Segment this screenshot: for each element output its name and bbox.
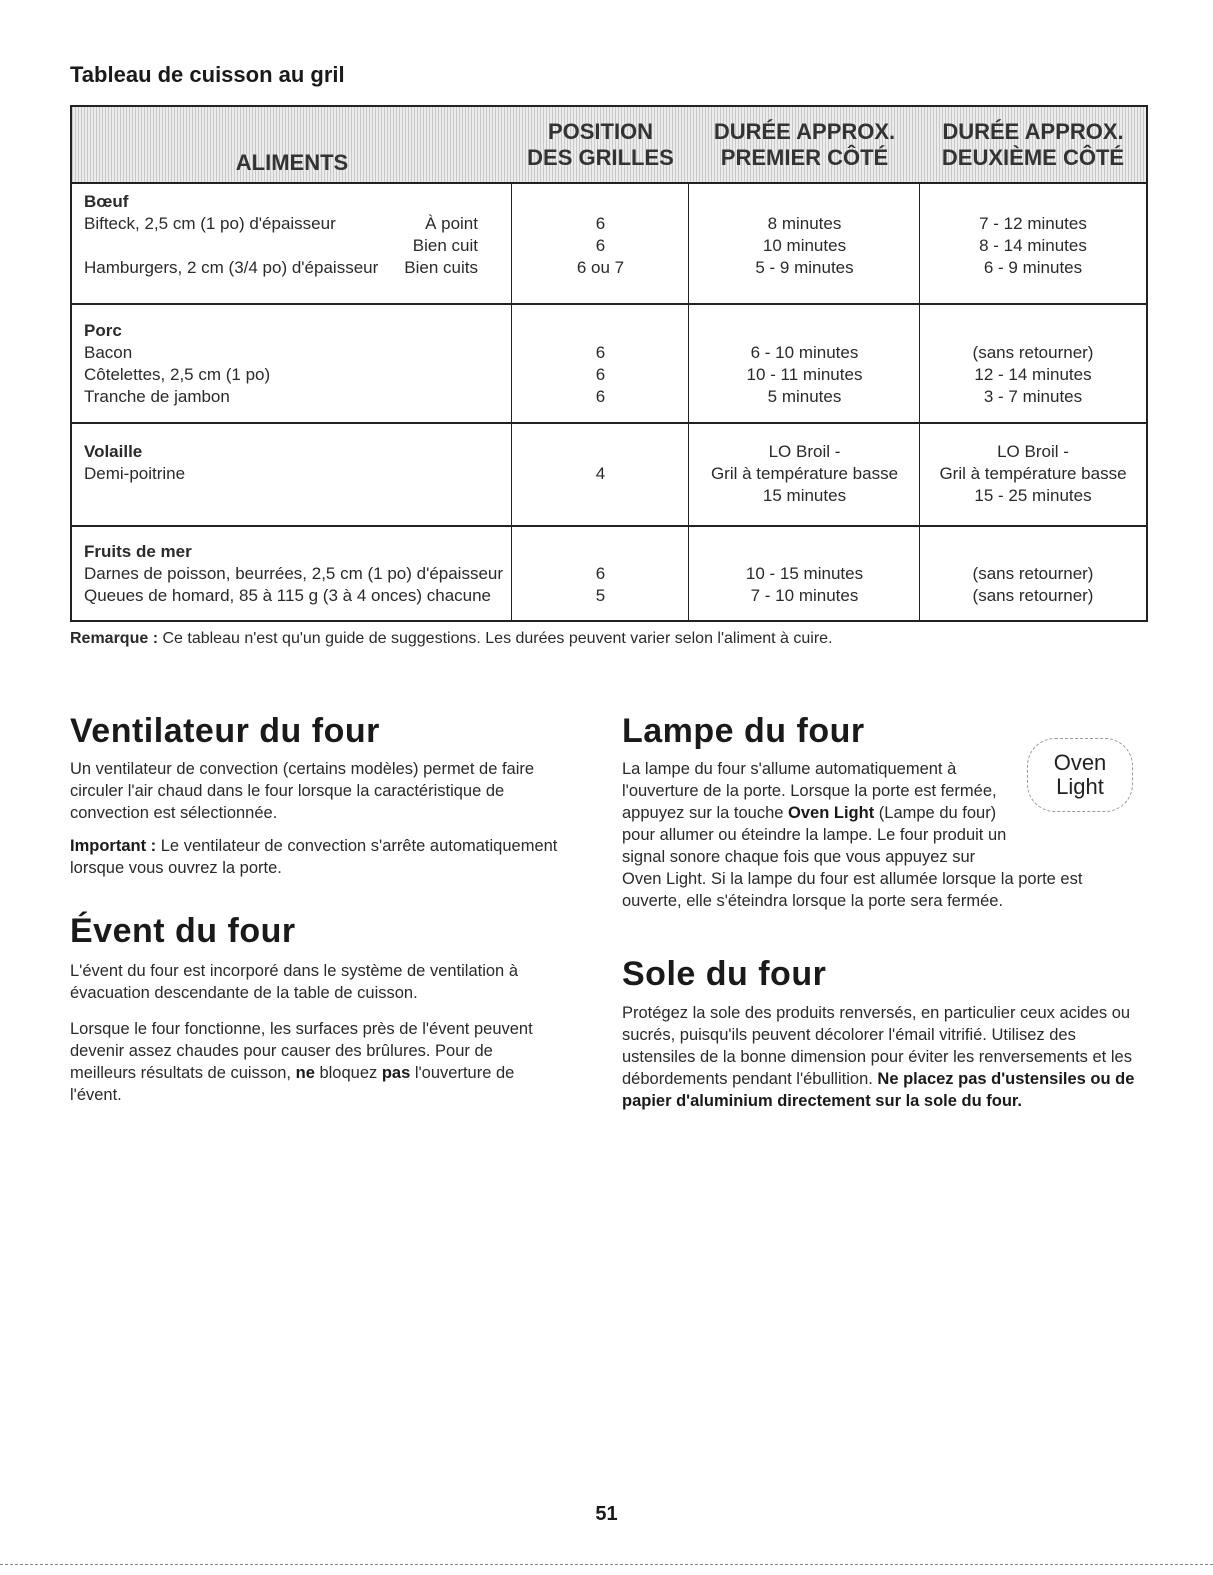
heading-ventilateur: Ventilateur du four <box>70 712 380 750</box>
second-side-value: (sans retourner) <box>972 564 1094 583</box>
sole-warning: Ne placez pas d'ustensiles ou de papier d'aluminium directement sur la sole du four. <box>622 1070 1135 1110</box>
doneness-cell <box>372 213 478 279</box>
position-value: 6 ou 7 <box>576 258 625 277</box>
doneness-value: Bien cuits <box>404 258 478 277</box>
food-item: Bifteck, 2,5 cm (1 po) d'épaisseur <box>84 214 336 233</box>
important-label: Important : <box>70 837 157 855</box>
food-cell <box>84 441 504 485</box>
position-value: 6 <box>595 387 606 406</box>
row-divider <box>72 422 1146 424</box>
position-value: 5 <box>595 586 606 605</box>
second-side-value: 3 - 7 minutes <box>983 387 1083 406</box>
first-side-value: LO Broil - <box>768 442 841 461</box>
event-paragraph-1: L'évent du four est incorporé dans le système de ventilation à évacuation descendante de la table de cuisson. <box>70 962 518 1002</box>
doneness-value: Bien cuit <box>412 236 478 255</box>
second-side-value: 8 - 14 minutes <box>979 236 1087 255</box>
important-text: Le ventilateur de convection s'arrête automatiquement lorsque vous ouvrez la porte. <box>70 837 558 877</box>
header-second-side-line2: DEUXIÈME CÔTÉ <box>941 144 1125 170</box>
position-value: 6 <box>595 236 606 255</box>
button-float-spacer <box>1012 758 1144 848</box>
first-side-value: 10 - 15 minutes <box>745 564 864 583</box>
heading-event: Évent du four <box>70 912 296 950</box>
food-cell <box>84 541 509 607</box>
position-cell <box>512 342 689 408</box>
second-side-value: (sans retourner) <box>972 586 1094 605</box>
header-first-side <box>689 107 920 182</box>
table-note <box>70 630 833 648</box>
position-value: 6 <box>595 343 606 362</box>
lampe-key-name: Oven Light <box>788 804 875 822</box>
lampe-paragraph <box>622 758 1144 912</box>
second-side-value: Gril à température basse <box>939 464 1127 483</box>
first-side-value: Gril à température basse <box>710 464 899 483</box>
event-text: bloquez <box>314 1064 382 1082</box>
first-side-value: 10 minutes <box>762 236 847 255</box>
sole-paragraph <box>622 1002 1144 1112</box>
event-emphasis: pas <box>381 1064 411 1082</box>
food-item: Queues de homard, 85 à 115 g (3 à 4 onces) chacune <box>84 586 492 605</box>
header-position-line2: DES GRILLES <box>527 144 674 170</box>
category-label: Bœuf <box>84 192 129 211</box>
second-side-value: (sans retourner) <box>972 343 1094 362</box>
page-title: Tableau de cuisson au gril <box>70 62 345 87</box>
position-value: 6 <box>595 365 606 384</box>
doneness-value: À point <box>425 214 478 233</box>
first-side-value: 5 - 9 minutes <box>755 258 854 277</box>
food-item: Hamburgers, 2 cm (3/4 po) d'épaisseur <box>84 258 379 277</box>
header-aliments-label: ALIMENTS <box>235 150 349 175</box>
second-side-cell <box>920 342 1146 408</box>
first-side-cell <box>689 441 920 507</box>
first-side-cell <box>689 563 920 607</box>
category-label: Volaille <box>84 442 143 461</box>
second-side-value: 6 - 9 minutes <box>983 258 1083 277</box>
ventilateur-important <box>70 835 580 879</box>
header-second-side <box>920 107 1146 182</box>
oven-light-label-line2: Light <box>1056 774 1104 799</box>
second-side-value: LO Broil - <box>997 442 1069 461</box>
heading-sole: Sole du four <box>622 955 827 993</box>
lampe-text: (Lampe du four) pour allumer ou éteindre la lampe. Le four produit un signal sonore chaque fois que vous appuyez sur Oven Light. Si la lampe du four est allumée lorsque la porte est ouverte, elle s'éteindra lorsque la porte sera fermée. <box>622 804 1083 910</box>
food-item: Darnes de poisson, beurrées, 2,5 cm (1 po) d'épaisseur <box>84 564 504 583</box>
header-first-side-line2: PREMIER CÔTÉ <box>720 144 889 170</box>
heading-lampe: Lampe du four <box>622 712 865 750</box>
sole-text: Protégez la sole des produits renversés, en particulier ceux acides ou sucrés, puisqu'ils peuvent décolorer l'émail vitrifié. Utilisez des ustensiles de la bonne dimension pour éviter les renversements et les débordements pendant l'ébullition. <box>622 1004 1132 1088</box>
broil-table <box>70 105 1148 622</box>
position-cell <box>512 213 689 279</box>
first-side-value: 6 - 10 minutes <box>750 343 859 362</box>
food-item: Tranche de jambon <box>84 387 230 406</box>
food-cell <box>84 320 504 408</box>
second-side-cell <box>920 563 1146 607</box>
header-aliments <box>72 107 512 182</box>
first-side-value: 10 - 11 minutes <box>746 365 863 384</box>
position-value: 6 <box>595 214 606 233</box>
note-text: Ce tableau n'est qu'un guide de suggestions. Les durées peuvent varier selon l'aliment à cuire. <box>158 630 833 647</box>
header-position-line1: POSITION <box>547 118 654 144</box>
header-first-side-line1: DURÉE APPROX. <box>713 118 896 144</box>
event-paragraph-2 <box>70 1018 555 1106</box>
position-cell <box>512 563 689 607</box>
lampe-text: La lampe du four s'allume automatiquement à l'ouverture de la porte. Lorsque la porte est fermée, appuyez sur la touche <box>622 760 997 822</box>
position-value: 4 <box>595 464 606 483</box>
position-cell <box>512 463 689 485</box>
note-label: Remarque : <box>70 630 159 647</box>
food-item: Bacon <box>84 343 133 362</box>
oven-light-label-line1: Oven <box>1053 750 1107 775</box>
first-side-value: 8 minutes <box>767 214 842 233</box>
ventilateur-paragraph: Un ventilateur de convection (certains modèles) permet de faire circuler l'air chaud dans le four lorsque la caractéristique de convection est sélectionnée. <box>70 760 535 822</box>
first-side-cell <box>689 342 920 408</box>
page-number: 51 <box>595 1503 618 1525</box>
row-divider <box>72 303 1146 305</box>
event-text: Lorsque le four fonctionne, les surfaces près de l'évent peuvent devenir assez chaudes pour causer des brûlures. Pour de meilleurs résultats de cuisson, <box>70 1020 533 1082</box>
category-label: Fruits de mer <box>84 542 192 561</box>
event-emphasis: ne <box>295 1064 315 1082</box>
position-value: 6 <box>595 564 606 583</box>
food-item: Côtelettes, 2,5 cm (1 po) <box>84 365 271 384</box>
footer-rule <box>0 1564 1213 1565</box>
second-side-cell <box>920 441 1146 507</box>
header-position <box>512 107 689 182</box>
second-side-value: 15 - 25 minutes <box>974 486 1092 505</box>
second-side-value: 12 - 14 minutes <box>974 365 1092 384</box>
first-side-value: 7 - 10 minutes <box>750 586 859 605</box>
first-side-cell <box>689 213 920 279</box>
second-side-cell <box>920 213 1146 279</box>
header-second-side-line1: DURÉE APPROX. <box>942 118 1124 144</box>
second-side-value: 7 - 12 minutes <box>979 214 1087 233</box>
first-side-value: 5 minutes <box>767 387 842 406</box>
table-header <box>72 107 1146 184</box>
food-item: Demi-poitrine <box>84 464 186 483</box>
row-divider <box>72 525 1146 527</box>
event-text: l'ouverture de l'évent. <box>70 1064 515 1104</box>
first-side-value: 15 minutes <box>762 486 847 505</box>
category-label: Porc <box>84 321 122 340</box>
